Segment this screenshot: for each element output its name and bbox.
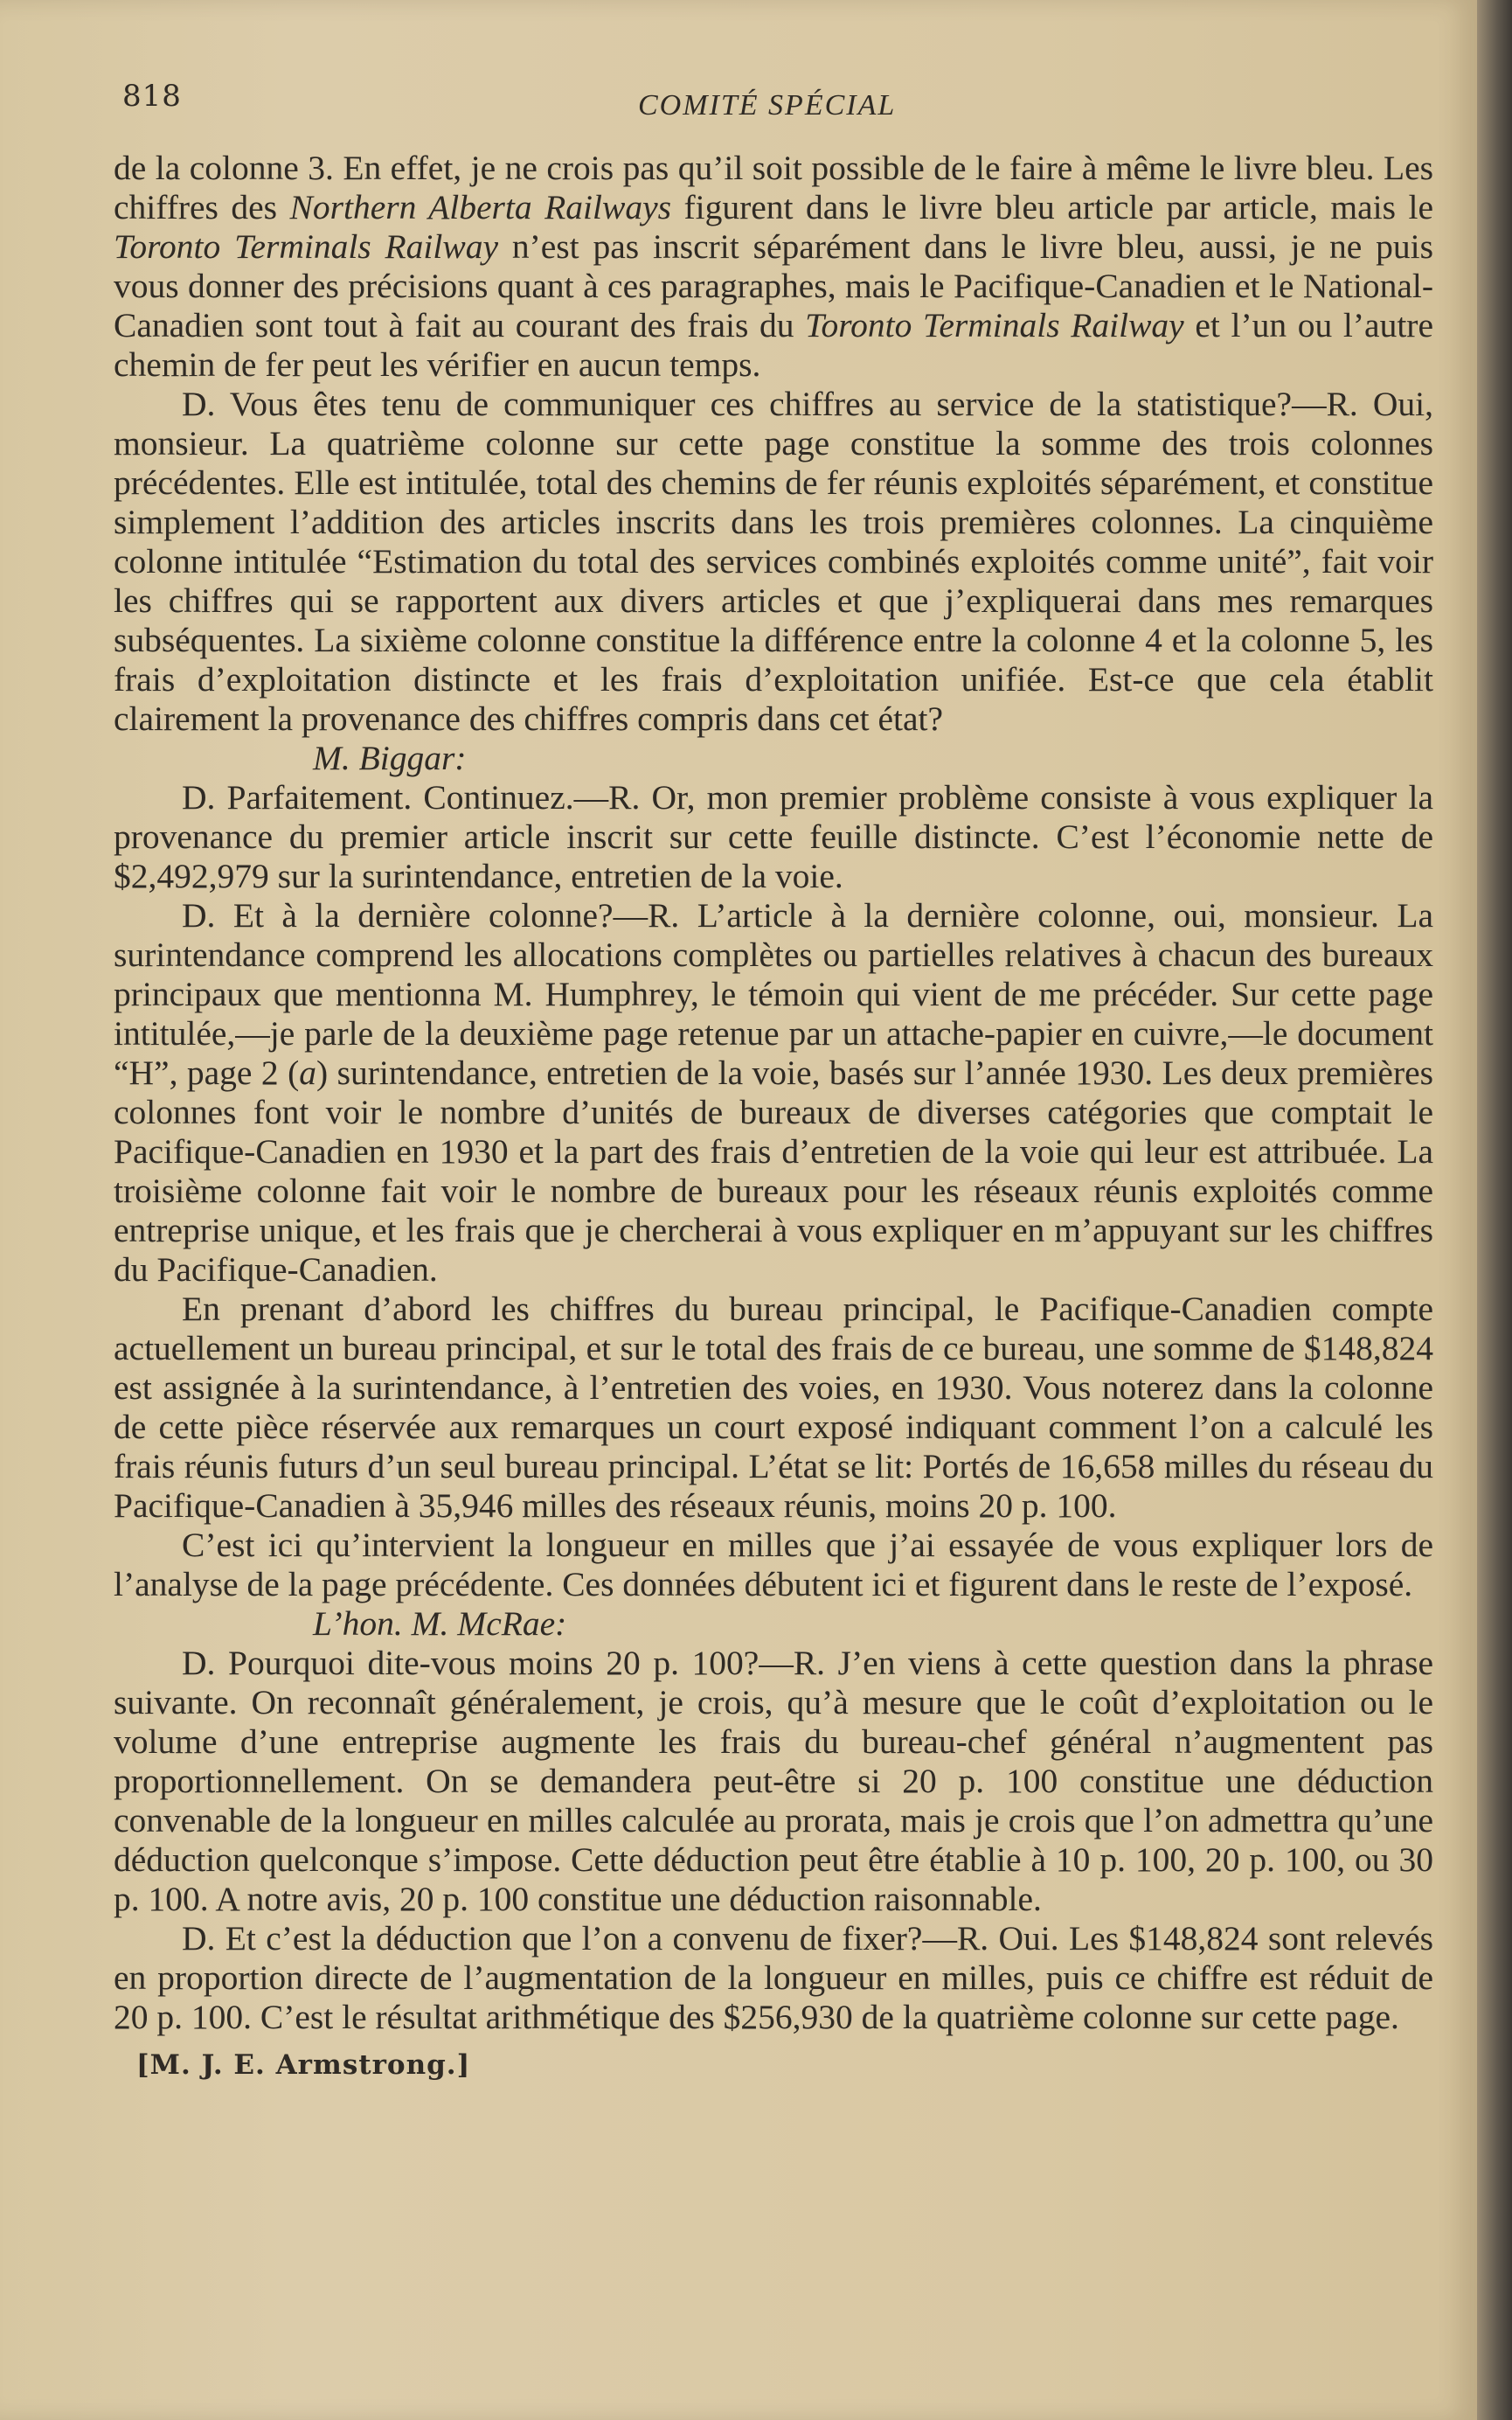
page-number: 818	[122, 79, 182, 114]
paragraph-1-italic-3: Toronto Terminals Railway	[805, 306, 1184, 344]
paragraph-4	[114, 896, 1433, 1290]
paragraph-6: C’est ici qu’intervient la longueur en milles que j’ai essayée de vous expliquer lors de l’analyse de la page précédente. Ces données débutent ici et figurent dans le reste de l’exposé.	[114, 1526, 1433, 1603]
paragraph-1-text-2: figurent dans le livre bleu article par article, mais le	[670, 188, 1433, 226]
speaker-biggar: M. Biggar:	[313, 739, 467, 777]
paragraph-1-text-3: n’est pas inscrit séparément dans le livre bleu, aussi, je ne puis vous donner des précisions quant à ces paragraphes, mais le Pacifique-Canadien et le National-Canadien sont tout à fait au courant des frais du	[114, 227, 1433, 344]
paragraph-2: D. Vous êtes tenu de communiquer ces chiffres au service de la statistique?—R. Oui, monsieur. La quatrième colonne sur cette page constitue la somme des trois colonnes précédentes. Elle est intitulée, total des chemins de fer réunis exploités séparément, et constitue simplement l’addition des articles inscrits dans les trois premières colonnes. La cinquième colonne intitulée “Estimation du total des services combinés exploités comme unité”, fait voir les chiffres qui se rapportent aux divers articles et que j’expliquerai dans mes remarques subséquentes. La sixième colonne constitue la différence entre la colonne 4 et la colonne 5, les frais d’exploitation distincte et les frais d’exploitation unifiée. Est-ce que cela établit clairement la provenance des chiffres compris dans cet état?	[114, 385, 1433, 738]
paragraph-5: En prenant d’abord les chiffres du bureau principal, le Pacifique-Canadien compte actuellement un bureau principal, et sur le total des frais de ce bureau, une somme de $148,824 est assignée à la surintendance, à l’entretien des voies, en 1930. Vous noterez dans la colonne de cette pièce réservée aux remarques un court exposé indiquant comment l’on a calculé les frais réunis futurs d’un seul bureau principal. L’état se lit: Portés de 16,658 milles du réseau du Pacifique-Canadien à 35,946 milles des réseaux réunis, moins 20 p. 100.	[114, 1290, 1433, 1525]
paragraph-1-italic-1: Northern Alberta Railways	[289, 188, 671, 226]
paragraph-1-italic-2: Toronto Terminals Railway	[114, 227, 498, 266]
paragraph-4-text-2: ) surintendance, entretien de la voie, basés sur l’année 1930. Les deux premières colonnes font voir le nombre d’unités de bureaux de diverses catégories que comptait le Pacifique-Canadien en 1930 et la part des frais d’entretien de la voie qui leur est attribuée. La troisième colonne fait voir le nombre de bureaux pour les réseaux réunis exploités comme entreprise unique, et les frais que je chercherai à vous expliquer en m’appuyant sur les chiffres du Pacifique-Canadien.	[114, 1054, 1433, 1289]
document-body	[114, 149, 1433, 2085]
speaker-mcrae: L’hon. M. McRae:	[313, 1604, 567, 1643]
paragraph-3: D. Parfaitement. Continuez.—R. Or, mon premier problème consiste à vous expliquer la provenance du premier article inscrit sur cette feuille distincte. C’est l’économie nette de $2,492,979 sur la surintendance, entretien de la voie.	[114, 778, 1433, 895]
paragraph-1-text-1: de la colonne 3. En effet, je ne crois pas qu’il soit possible de le faire à même le livre bleu. Les chiffres des	[114, 149, 1433, 226]
page-edge	[1477, 0, 1512, 2420]
page-header	[122, 79, 1433, 131]
paragraph-4-italic-1: a	[299, 1054, 317, 1092]
running-head: COMITÉ SPÉCIAL	[638, 89, 897, 122]
paragraph-4-text-1: D. Et à la dernière colonne?—R. L’article à la dernière colonne, oui, monsieur. La surintendance comprend les allocations complètes ou partielles relatives à chacun des bureaux principaux que mentionna M. Humphrey, le témoin qui vient de me précéder. Sur cette page intitulée,—je parle de la deuxième page retenue par un attache-papier en cuivre,—le document “H”, page 2 (	[114, 896, 1433, 1092]
paragraph-1	[114, 149, 1433, 385]
paragraph-1-text-4: et l’un ou l’autre chemin de fer peut les vérifier en aucun temps.	[114, 306, 1433, 384]
paragraph-7: D. Pourquoi dite-vous moins 20 p. 100?—R. J’en viens à cette question dans la phrase suivante. On reconnaît généralement, je crois, qu’à mesure que le coût d’exploitation ou le volume d’une entreprise augmente les frais du bureau-chef général n’augmentent pas proportionnellement. On se demandera peut-être si 20 p. 100 constitue une déduction convenable de la longueur en milles calculée au prorata, mais je crois que l’on admettra qu’une déduction quelconque s’impose. Cette déduction peut être établie à 10 p. 100, 20 p. 100, ou 30 p. 100. A notre avis, 20 p. 100 constitue une déduction raisonnable.	[114, 1644, 1433, 1918]
paragraph-8: D. Et c’est la déduction que l’on a convenu de fixer?—R. Oui. Les $148,824 sont relevés en proportion directe de l’augmentation de la longueur en milles, puis ce chiffre est réduit de 20 p. 100. C’est le résultat arithmétique des $256,930 de la quatrième colonne sur cette page.	[114, 1919, 1433, 2036]
signature: [M. J. E. Armstrong.]	[136, 2049, 471, 2081]
